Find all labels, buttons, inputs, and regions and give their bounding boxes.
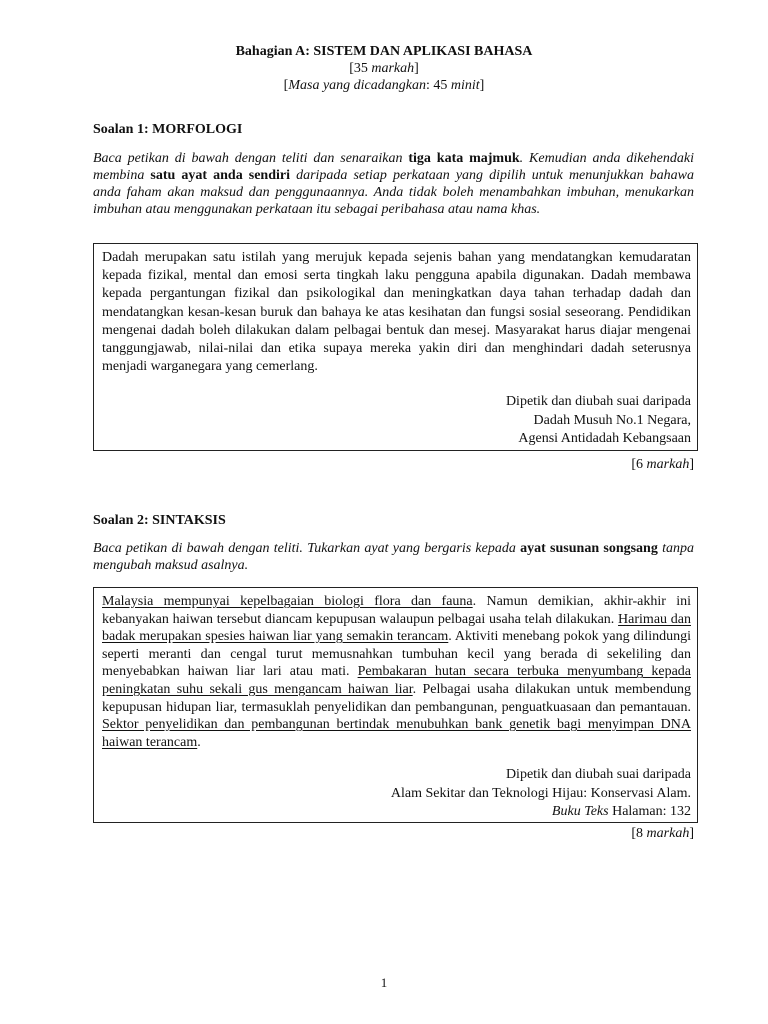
- time-mid: : 45: [425, 78, 451, 93]
- marks-close: ]: [689, 826, 694, 841]
- q2-source-line: Alam Sekitar dan Teknologi Hijau: Konservasi Alam.: [390, 785, 691, 801]
- section-title: Bahagian A: SISTEM DAN APLIKASI BAHASA: [235, 44, 533, 59]
- page-number: 1: [380, 975, 388, 990]
- q2-source-line: [102, 803, 691, 822]
- marks-open: [35: [349, 61, 372, 76]
- q2-title: Soalan 2: SINTAKSIS: [93, 513, 226, 528]
- source-book-title: Buku Teks: [551, 804, 609, 820]
- passage-text: . Pelbagai usaha dilakukan untuk membendung kepupusan hidupan liar, termasuklah penyelidikan dan pembangunan, penguatkuasaan dan pemantauan.: [102, 681, 692, 715]
- q1-instr-bold: tiga kata majmuk: [408, 151, 520, 166]
- q1-passage: Dadah merupakan satu istilah yang merujuk kepada sejenis bahan yang mendatangkan kemudaratan kepada fizikal, mental dan emosi serta tingkah laku pengguna apabila digunakan. Dadah membawa kepada pergantungan fizikal dan psikologikal dan meningkatkan daya tahan terhadap dadah dan mendatangkan kesan-kesan buruk dan bahaya ke atas kesihatan dan fungsi sosial seseorang. Pendidikan mengenai dadah boleh dilakukan dalam pelbagai bentuk dan mesej. Masyarakat harus diajar mengenai tanggungjawab, nilai-nilai dan etika supaya mereka yakin diri dan menghindari dadah seterusnya menjadi warganegara yang cemerlang.: [102, 250, 691, 375]
- q1-instr-part: Baca petikan di bawah dengan teliti dan senaraikan: [93, 151, 409, 166]
- source-page: Halaman: 132: [608, 804, 691, 820]
- passage-text: . Namun demikian, akhir-akhir ini kebanyakan haiwan tersebut diancam kepupusan walaupun pelbagai usaha telah dilakukan.: [102, 594, 691, 627]
- q1-instr-part: . Kemudian anda dikehendaki membina: [93, 151, 695, 183]
- q1-source: [102, 393, 691, 449]
- q1-passage-box: [93, 243, 698, 451]
- time-open: [: [283, 78, 289, 93]
- q1-source-line: Dipetik dan diubah suai daripada: [505, 394, 691, 410]
- time-unit: minit: [450, 78, 480, 93]
- passage-text: .: [197, 734, 201, 750]
- q2-instr-part: Baca petikan di bawah dengan teliti. Tukarkan ayat yang bergaris kepada: [93, 541, 521, 556]
- underlined-sentence: Sektor penyelidikan dan pembangunan bertindak menubuhkan bank genetik bagi menyimpan DNA haiwan terancam: [102, 717, 691, 750]
- q1-source-line: Dadah Musuh No.1 Negara,: [533, 412, 691, 428]
- marks-word: markah: [371, 61, 415, 76]
- marks-word: markah: [646, 457, 690, 472]
- q2-instr-bold: ayat susunan songsang: [520, 541, 658, 556]
- q1-marks: [631, 456, 694, 474]
- total-marks: [0, 60, 768, 78]
- q2-source-line: Dipetik dan diubah suai daripada: [505, 767, 691, 783]
- underlined-sentence: Malaysia mempunyai kepelbagaian biologi flora dan fauna: [102, 594, 473, 609]
- q1-instr-part: daripada setiap perkataan yang dipilih untuk menunjukkan bahawa anda faham akan maksud dan penggunaannya. Anda tidak boleh menambahkan imbuhan, menukarkan imbuhan atau menggunakan perkataan itu sebagai peribahasa atau nama khas.: [93, 168, 695, 217]
- q1-instr-bold: satu ayat anda sendiri: [150, 168, 290, 183]
- q2-source: [102, 766, 691, 822]
- marks-close: ]: [689, 457, 694, 472]
- passage-text: . Aktiviti menebang pokok yang dilindungi seperti meranti dan cengal turut memusnahkan tumbuhan kecil yang berada di sekeliling dan menyebabkan haiwan liar lari atau mati.: [102, 629, 691, 680]
- q1-instruction: [93, 150, 694, 218]
- marks-open: [8: [631, 826, 647, 841]
- q2-marks: [631, 825, 694, 843]
- marks-open: [6: [631, 457, 647, 472]
- q2-passage-box: [93, 587, 698, 823]
- q2-instruction: [93, 540, 694, 574]
- marks-word: markah: [646, 826, 690, 841]
- q2-passage: [102, 593, 691, 751]
- suggested-time: [0, 77, 768, 95]
- q2-instr-part: tanpa mengubah maksud asalnya.: [93, 541, 695, 573]
- marks-close: ]: [414, 61, 419, 76]
- time-close: ]: [479, 78, 485, 93]
- q1-title: Soalan 1: MORFOLOGI: [93, 122, 243, 137]
- underlined-sentence: Harimau dan badak merupakan spesies haiwan liar yang semakin terancam: [102, 611, 691, 645]
- underlined-sentence: Pembakaran hutan secara terbuka menyumbang kepada peningkatan suhu sekali gus mengancam haiwan liar: [102, 664, 691, 697]
- q1-source-line: Agensi Antidadah Kebangsaan: [518, 431, 691, 447]
- time-label: Masa yang dicadangkan: [288, 78, 426, 93]
